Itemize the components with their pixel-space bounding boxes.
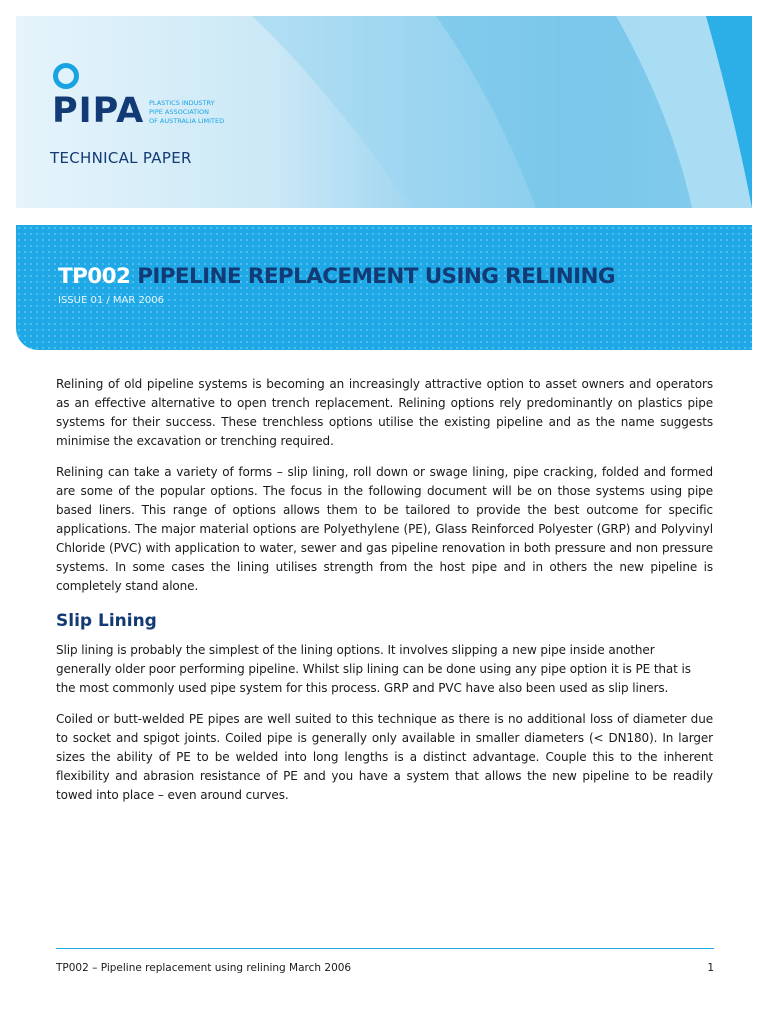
logo-subtitle-line: PLASTICS INDUSTRY: [149, 99, 215, 107]
header-band: [16, 16, 752, 208]
logo-subtitle-line: PIPE ASSOCIATION: [149, 108, 210, 116]
body-paragraph: Relining of old pipeline systems is becoming an increasingly attractive option to asset owners and operators as an effective alternative to open trench replacement. Relining options rely predominantly on plastics pipe systems for their success. These trenchless options utilise the existing pipeline and as the name suggests minimise the excavation or trenching required.: [56, 377, 713, 448]
section-heading: Slip Lining: [56, 611, 157, 631]
issue-date: ISSUE 01 / MAR 2006: [58, 295, 164, 306]
ring-icon: [53, 63, 79, 89]
title-banner: [16, 225, 752, 350]
logo-subtitle: [149, 99, 241, 126]
document-title-text: PIPELINE REPLACEMENT USING RELINING: [137, 264, 615, 289]
footer-text: TP002 – Pipeline replacement using relining March 2006: [56, 962, 352, 974]
document-code: TP002: [58, 264, 131, 289]
logo-subtitle-line: OF AUSTRALIA LIMITED: [149, 117, 225, 125]
document-body: [56, 375, 713, 817]
body-paragraph: Slip lining is probably the simplest of the lining options. It involves slipping a new pipe inside another generally older poor performing pipeline. Whilst slip lining can be done using any pipe option it is PE that is the most commonly used pipe system for this process. GRP and PVC have also been used as slip liners.: [56, 643, 691, 695]
document-title: [58, 263, 615, 291]
logo-word: PIPA: [52, 91, 145, 131]
footer-divider: [56, 948, 714, 949]
technical-paper-label: TECHNICAL PAPER: [50, 149, 192, 167]
page-number: 1: [707, 962, 714, 974]
body-paragraph: Relining can take a variety of forms – slip lining, roll down or swage lining, pipe cracking, folded and formed are some of the popular options. The focus in the following document will be on those systems using pipe based liners. This range of options allows them to be tailored to provide the best outcome for specific applications. The major material options are Polyethylene (PE), Glass Reinforced Polyester (GRP) and Polyvinyl Chloride (PVC) with application to water, sewer and gas pipeline renovation in both pressure and non pressure systems. In some cases the lining utilises strength from the host pipe and in others the new pipeline is completely stand alone.: [56, 465, 713, 593]
pipa-logo: [52, 61, 242, 151]
body-paragraph: Coiled or butt-welded PE pipes are well suited to this technique as there is no additional loss of diameter due to socket and spigot joints. Coiled pipe is generally only available in smaller diameters (< DN180). In larger sizes the ability of PE to be welded into long lengths is a distinct advantage. Couple this to the inherent flexibility and abrasion resistance of PE and you have a system that allows the new pipeline to be readily towed into place – even around curves.: [56, 712, 713, 802]
